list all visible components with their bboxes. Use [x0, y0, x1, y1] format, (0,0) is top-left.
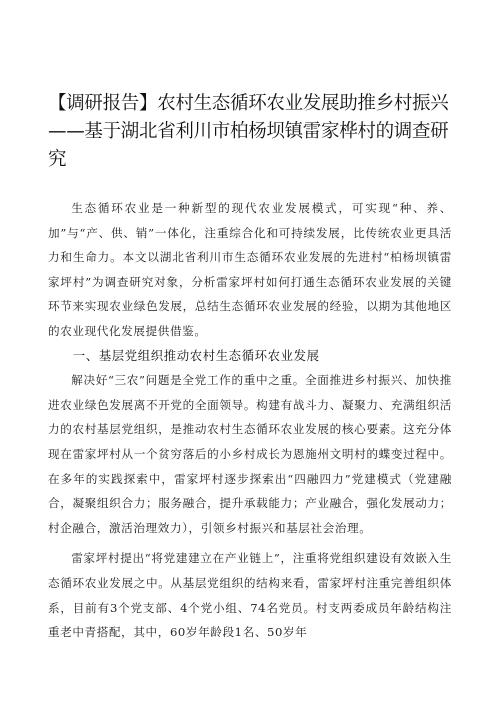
title-line-1: 【调研报告】农村生态循环农业发展助推乡村振兴 — [48, 93, 449, 114]
document-title — [48, 0, 452, 174]
intro-paragraph: 生态循环农业是一种新型的现代农业发展模式，可实现“种、养、加”与“产、供、销”一体化，注重综合化和可持续发展，比传统农业更具活力和生命力。本文以湖北省利川市生态循环农业发展的先进村“柏杨坝镇雷家坪村”为调查研究对象，分析雷家坪村如何打通生态循环农业发展的关键环节来实现农业绿色发展，总结生态循环农业发展的经验，以期为其他地区的农业现代化发展提供借鉴。 — [48, 201, 452, 338]
section-1-paragraph-2: 雷家坪村提出“将党建建立在产业链上”，注重将党组织建设有效嵌入生态循环农业发展之中。从基层党组织的结构来看，雷家坪村注重完善组织体系，目前有3个党支部、4个党小组、74名党员。村支两委成员年龄结构注重老中青搭配，其中，60岁年龄段1名、50岁年 — [48, 551, 452, 640]
section-1-heading: 一、基层党组织推动农村生态循环农业发展 — [72, 347, 320, 363]
section-1-paragraph-1: 解决好“三农”问题是全党工作的重中之重。全面推进乡村振兴、加快推进农业绿色发展离不开党的全面领导。构建有战斗力、凝聚力、充满组织活力的农村基层党组织，是推动农村生态循环农业发展的核心要素。这充分体现在雷家坪村从一个贫穷落后的小乡村成长为恩施州文明村的蝶变过程中。在多年的实践探索中，雷家坪村逐步探索出“四融四力”党建模式（党建融合，凝聚组织合力；服务融合，提升承载能力；产业融合，强化发展动力；村企融合，激活治理效力），引领乡村振兴和基层社会治理。 — [48, 373, 452, 535]
title-line-3: 究 — [48, 149, 67, 170]
document-body — [48, 196, 452, 645]
title-line-2: ——基于湖北省利川市柏杨坝镇雷家桦村的调查研 — [48, 121, 449, 142]
